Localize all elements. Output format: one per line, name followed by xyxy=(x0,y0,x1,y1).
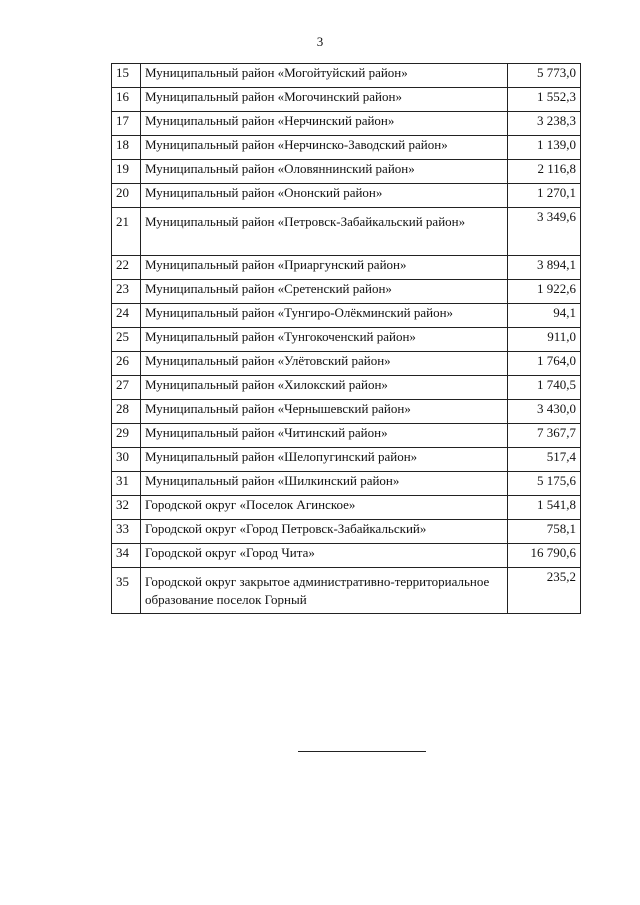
row-number: 35 xyxy=(112,568,141,614)
closing-line xyxy=(298,751,426,752)
row-number: 28 xyxy=(112,400,141,424)
amount-value: 3 349,6 xyxy=(508,208,581,256)
table-row xyxy=(112,424,581,448)
table-row xyxy=(112,400,581,424)
municipality-name: Муниципальный район «Могочинский район» xyxy=(141,88,508,112)
amount-value: 16 790,6 xyxy=(508,544,581,568)
municipality-name: Муниципальный район «Петровск-Забайкальский район» xyxy=(141,208,508,256)
municipality-name: Муниципальный район «Хилокский район» xyxy=(141,376,508,400)
municipality-name: Муниципальный район «Тунгокоченский район» xyxy=(141,328,508,352)
row-number: 30 xyxy=(112,448,141,472)
row-number: 23 xyxy=(112,280,141,304)
municipality-name: Муниципальный район «Чернышевский район» xyxy=(141,400,508,424)
amount-value: 5 773,0 xyxy=(508,64,581,88)
amount-value: 3 430,0 xyxy=(508,400,581,424)
row-number: 16 xyxy=(112,88,141,112)
amount-value: 911,0 xyxy=(508,328,581,352)
amount-value: 1 139,0 xyxy=(508,136,581,160)
table-row xyxy=(112,88,581,112)
table-row xyxy=(112,328,581,352)
table-row xyxy=(112,544,581,568)
row-number: 21 xyxy=(112,208,141,256)
municipality-name: Муниципальный район «Нерчинский район» xyxy=(141,112,508,136)
municipality-name: Муниципальный район «Ононский район» xyxy=(141,184,508,208)
table-row xyxy=(112,520,581,544)
row-number: 32 xyxy=(112,496,141,520)
municipality-name: Муниципальный район «Могойтуйский район» xyxy=(141,64,508,88)
table-row xyxy=(112,304,581,328)
municipality-name: Городской округ «Поселок Агинское» xyxy=(141,496,508,520)
municipality-name: Муниципальный район «Нерчинско-Заводский район» xyxy=(141,136,508,160)
row-number: 31 xyxy=(112,472,141,496)
municipality-name: Муниципальный район «Тунгиро-Олёкминский район» xyxy=(141,304,508,328)
amount-value: 517,4 xyxy=(508,448,581,472)
amount-value: 2 116,8 xyxy=(508,160,581,184)
table-row xyxy=(112,472,581,496)
amount-value: 7 367,7 xyxy=(508,424,581,448)
municipality-name: Муниципальный район «Шелопугинский район» xyxy=(141,448,508,472)
table-row xyxy=(112,160,581,184)
table-row xyxy=(112,376,581,400)
amount-value: 1 922,6 xyxy=(508,280,581,304)
row-number: 27 xyxy=(112,376,141,400)
municipality-name: Городской округ закрытое административно-территориальное образование поселок Горный xyxy=(141,568,508,614)
municipality-name: Муниципальный район «Сретенский район» xyxy=(141,280,508,304)
row-number: 25 xyxy=(112,328,141,352)
amount-value: 1 740,5 xyxy=(508,376,581,400)
table-row xyxy=(112,352,581,376)
row-number: 26 xyxy=(112,352,141,376)
row-number: 15 xyxy=(112,64,141,88)
row-number: 19 xyxy=(112,160,141,184)
row-number: 20 xyxy=(112,184,141,208)
table-row xyxy=(112,112,581,136)
municipality-name: Городской округ «Город Чита» xyxy=(141,544,508,568)
table-row xyxy=(112,280,581,304)
amount-value: 3 894,1 xyxy=(508,256,581,280)
row-number: 34 xyxy=(112,544,141,568)
allocation-table xyxy=(111,63,581,614)
amount-value: 758,1 xyxy=(508,520,581,544)
table-row xyxy=(112,136,581,160)
municipality-name: Муниципальный район «Улётовский район» xyxy=(141,352,508,376)
amount-value: 3 238,3 xyxy=(508,112,581,136)
table-row xyxy=(112,184,581,208)
amount-value: 235,2 xyxy=(508,568,581,614)
row-number: 22 xyxy=(112,256,141,280)
amount-value: 5 175,6 xyxy=(508,472,581,496)
table-row xyxy=(112,496,581,520)
municipality-name: Муниципальный район «Читинский район» xyxy=(141,424,508,448)
municipality-name: Муниципальный район «Приаргунский район» xyxy=(141,256,508,280)
row-number: 17 xyxy=(112,112,141,136)
row-number: 33 xyxy=(112,520,141,544)
table-row xyxy=(112,568,581,614)
table-row xyxy=(112,208,581,256)
amount-value: 1 541,8 xyxy=(508,496,581,520)
page-number: 3 xyxy=(316,34,324,49)
amount-value: 1 552,3 xyxy=(508,88,581,112)
table-row xyxy=(112,256,581,280)
amount-value: 1 270,1 xyxy=(508,184,581,208)
amount-value: 94,1 xyxy=(508,304,581,328)
municipality-name: Муниципальный район «Оловяннинский район» xyxy=(141,160,508,184)
table-body xyxy=(112,64,581,614)
table-row xyxy=(112,448,581,472)
row-number: 18 xyxy=(112,136,141,160)
municipality-name: Городской округ «Город Петровск-Забайкальский» xyxy=(141,520,508,544)
amount-value: 1 764,0 xyxy=(508,352,581,376)
table-row xyxy=(112,64,581,88)
row-number: 24 xyxy=(112,304,141,328)
row-number: 29 xyxy=(112,424,141,448)
municipality-name: Муниципальный район «Шилкинский район» xyxy=(141,472,508,496)
